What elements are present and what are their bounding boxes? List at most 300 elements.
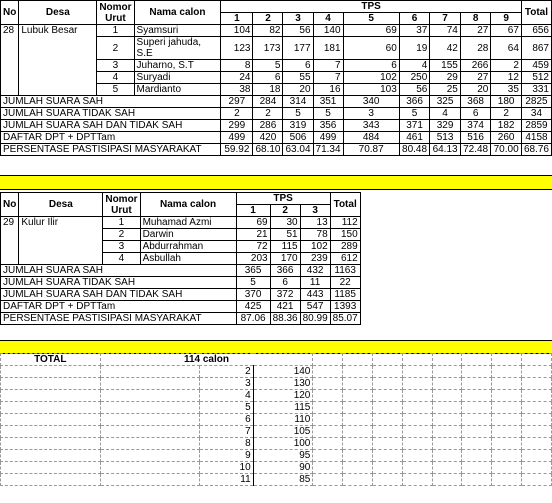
empty-cell (313, 378, 343, 390)
candidate-row (1, 217, 361, 229)
vote-count: 35 (491, 84, 522, 96)
empty-cell (100, 426, 199, 438)
summary-total: 4158 (521, 132, 551, 144)
empty-cell (492, 414, 522, 426)
header-nama-calon: Nama calon (134, 1, 221, 25)
empty-cell (432, 426, 462, 438)
empty-cell (100, 462, 199, 474)
candidate-number: 2 (97, 37, 134, 60)
totals-row (1, 414, 552, 426)
vote-count: 55 (283, 72, 313, 84)
empty-cell (313, 402, 343, 414)
summary-value: 5 (283, 108, 313, 120)
summary-value: 70.00 (491, 144, 522, 156)
vote-count: 170 (270, 253, 300, 265)
empty-cell (343, 462, 373, 474)
empty-cell (1, 414, 101, 426)
header-tps-col: 2 (270, 205, 300, 217)
vote-count: 155 (430, 60, 461, 72)
summary-row (1, 301, 361, 313)
summary-value: 314 (283, 96, 313, 108)
candidate-name: Abdurrahman (140, 241, 236, 253)
summary-label: DAFTAR DPT + DPTTam (1, 301, 237, 313)
totals-value: 105 (253, 426, 313, 438)
candidate-total: 867 (521, 37, 551, 60)
totals-rank: 5 (199, 402, 253, 414)
totals-value: 130 (253, 378, 313, 390)
village-name: Lubuk Besar (19, 25, 97, 96)
vote-count: 6 (343, 60, 399, 72)
candidate-number: 3 (103, 241, 140, 253)
totals-label: TOTAL (1, 354, 101, 366)
empty-cell (492, 450, 522, 462)
empty-cell (343, 450, 373, 462)
candidate-row (1, 25, 552, 37)
empty-cell (100, 402, 199, 414)
header-tps-col: 2 (253, 13, 283, 25)
table-lubuk-besar (0, 0, 552, 156)
summary-label: JUMLAH SUARA TIDAK SAH (1, 277, 237, 289)
totals-header-row (1, 354, 552, 366)
candidate-number: 5 (97, 84, 134, 96)
empty-cell (1, 426, 101, 438)
summary-value: 5 (399, 108, 430, 120)
summary-value: 366 (270, 265, 300, 277)
empty-cell (522, 462, 552, 474)
empty-cell (402, 438, 432, 450)
summary-label: JUMLAH SUARA TIDAK SAH (1, 108, 221, 120)
empty-cell (1, 438, 101, 450)
vote-count: 7 (313, 72, 343, 84)
summary-total: 2825 (521, 96, 551, 108)
candidate-number: 4 (97, 72, 134, 84)
summary-label: JUMLAH SUARA SAH (1, 265, 237, 277)
vote-count: 38 (221, 84, 253, 96)
empty-cell (462, 474, 492, 486)
totals-value: 110 (253, 414, 313, 426)
totals-value: 90 (253, 462, 313, 474)
summary-value: 299 (221, 120, 253, 132)
candidate-total: 331 (521, 84, 551, 96)
header-tps-col: 5 (343, 13, 399, 25)
empty-cell (100, 450, 199, 462)
candidate-total: 112 (330, 217, 360, 229)
candidate-name: Darwin (140, 229, 236, 241)
empty-cell (343, 378, 373, 390)
summary-value: 516 (460, 132, 491, 144)
vote-count: 42 (430, 37, 461, 60)
header-nomor-urut: Nomor Urut (103, 193, 140, 217)
totals-rank: 7 (199, 426, 253, 438)
empty-cell (462, 366, 492, 378)
header-nomor-urut: Nomor Urut (97, 1, 134, 25)
empty-cell (522, 438, 552, 450)
empty-cell (343, 426, 373, 438)
vote-count: 24 (221, 72, 253, 84)
summary-row (1, 144, 552, 156)
summary-value: 371 (399, 120, 430, 132)
empty-cell (522, 378, 552, 390)
vote-count: 8 (221, 60, 253, 72)
empty-cell (522, 402, 552, 414)
header-tps-col: 6 (399, 13, 430, 25)
summary-value: 547 (300, 301, 330, 313)
header-row (1, 193, 361, 205)
summary-value: 3 (343, 108, 399, 120)
summary-row (1, 289, 361, 301)
header-desa: Desa (19, 193, 103, 217)
village-name: Kulur Ilir (19, 217, 103, 265)
empty-cell (373, 366, 403, 378)
empty-cell (343, 366, 373, 378)
summary-label: PERSENTASE PASTISIPASI MASYARAKAT (1, 144, 221, 156)
empty-cell (1, 462, 101, 474)
vote-count: 29 (430, 72, 461, 84)
vote-count: 123 (221, 37, 253, 60)
empty-cell (462, 378, 492, 390)
empty-cell (313, 438, 343, 450)
summary-total: 68.76 (521, 144, 551, 156)
empty-cell (313, 390, 343, 402)
summary-value: 71.34 (313, 144, 343, 156)
summary-value: 5 (313, 108, 343, 120)
summary-value: 4 (430, 108, 461, 120)
summary-value: 63.04 (283, 144, 313, 156)
empty-cell (343, 390, 373, 402)
summary-total: 22 (330, 277, 360, 289)
empty-cell (492, 354, 522, 366)
empty-cell (432, 438, 462, 450)
summary-total: 1163 (330, 265, 360, 277)
summary-row (1, 96, 552, 108)
totals-row (1, 438, 552, 450)
summary-value: 2 (253, 108, 283, 120)
summary-value: 513 (430, 132, 461, 144)
header-tps-col: 7 (430, 13, 461, 25)
summary-row (1, 277, 361, 289)
vote-count: 27 (460, 25, 491, 37)
empty-cell (373, 426, 403, 438)
empty-cell (100, 390, 199, 402)
empty-cell (492, 474, 522, 486)
separator-bar (0, 175, 552, 190)
empty-cell (100, 414, 199, 426)
summary-total: 1393 (330, 301, 360, 313)
summary-value: 80.48 (399, 144, 430, 156)
vote-count: 56 (283, 25, 313, 37)
empty-cell (402, 366, 432, 378)
empty-cell (432, 462, 462, 474)
candidate-total: 512 (521, 72, 551, 84)
summary-value: 6 (270, 277, 300, 289)
empty-cell (100, 378, 199, 390)
totals-rank: 6 (199, 414, 253, 426)
summary-value: 2 (221, 108, 253, 120)
empty-cell (432, 402, 462, 414)
summary-label: DAFTAR DPT + DPTTam (1, 132, 221, 144)
vote-count: 173 (253, 37, 283, 60)
vote-count: 239 (300, 253, 330, 265)
vote-count: 16 (313, 84, 343, 96)
empty-cell (402, 462, 432, 474)
empty-cell (522, 354, 552, 366)
header-total: Total (521, 1, 551, 25)
header-row (1, 1, 552, 13)
summary-value: 499 (313, 132, 343, 144)
summary-value: 286 (253, 120, 283, 132)
summary-row (1, 132, 552, 144)
empty-cell (432, 366, 462, 378)
empty-cell (432, 354, 462, 366)
empty-cell (432, 414, 462, 426)
empty-cell (522, 366, 552, 378)
empty-cell (402, 414, 432, 426)
totals-value: 120 (253, 390, 313, 402)
vote-count: 102 (343, 72, 399, 84)
header-tps: TPS (236, 193, 330, 205)
vote-count: 5 (253, 60, 283, 72)
candidate-total: 150 (330, 229, 360, 241)
empty-cell (462, 414, 492, 426)
village-no: 29 (1, 217, 19, 265)
summary-value: 297 (221, 96, 253, 108)
empty-cell (402, 354, 432, 366)
totals-grid (0, 353, 552, 486)
empty-cell (492, 390, 522, 402)
totals-rank: 2 (199, 366, 253, 378)
header-tps-col: 1 (236, 205, 270, 217)
summary-value: 325 (430, 96, 461, 108)
summary-value: 88.36 (270, 313, 300, 325)
summary-value: 484 (343, 132, 399, 144)
totals-rank: 8 (199, 438, 253, 450)
vote-count: 74 (430, 25, 461, 37)
summary-value: 2 (491, 108, 522, 120)
header-tps-col: 3 (283, 13, 313, 25)
vote-count: 115 (270, 241, 300, 253)
empty-cell (402, 450, 432, 462)
summary-value: 499 (221, 132, 253, 144)
header-nama-calon: Nama calon (140, 193, 236, 217)
empty-cell (462, 462, 492, 474)
vote-count: 69 (236, 217, 270, 229)
totals-rank: 10 (199, 462, 253, 474)
empty-cell (462, 390, 492, 402)
summary-label: JUMLAH SUARA SAH (1, 96, 221, 108)
summary-row (1, 313, 361, 325)
header-no: No (1, 1, 19, 25)
empty-cell (1, 390, 101, 402)
empty-cell (373, 438, 403, 450)
summary-value: 421 (270, 301, 300, 313)
candidate-number: 3 (97, 60, 134, 72)
empty-cell (343, 414, 373, 426)
vote-count: 28 (460, 37, 491, 60)
summary-total: 1185 (330, 289, 360, 301)
empty-cell (492, 426, 522, 438)
summary-value: 340 (343, 96, 399, 108)
vote-count: 6 (283, 60, 313, 72)
empty-cell (462, 438, 492, 450)
empty-cell (432, 390, 462, 402)
totals-row (1, 366, 552, 378)
separator-bar (0, 340, 552, 354)
header-tps-col: 1 (221, 13, 253, 25)
empty-cell (402, 474, 432, 486)
empty-cell (313, 450, 343, 462)
totals-value: 85 (253, 474, 313, 486)
summary-total: 2859 (521, 120, 551, 132)
empty-cell (1, 366, 101, 378)
header-tps-col: 3 (300, 205, 330, 217)
summary-value: 366 (399, 96, 430, 108)
empty-cell (522, 450, 552, 462)
candidate-number: 1 (97, 25, 134, 37)
summary-value: 64.13 (430, 144, 461, 156)
empty-cell (522, 414, 552, 426)
summary-value: 461 (399, 132, 430, 144)
totals-row (1, 390, 552, 402)
empty-cell (492, 462, 522, 474)
empty-cell (373, 402, 403, 414)
vote-count: 64 (491, 37, 522, 60)
summary-value: 506 (283, 132, 313, 144)
totals-rank: 11 (199, 474, 253, 486)
empty-cell (373, 354, 403, 366)
totals-rank: 4 (199, 390, 253, 402)
vote-count: 60 (343, 37, 399, 60)
vote-count: 203 (236, 253, 270, 265)
empty-cell (343, 354, 373, 366)
empty-cell (402, 426, 432, 438)
totals-row (1, 378, 552, 390)
vote-count: 177 (283, 37, 313, 60)
empty-cell (522, 474, 552, 486)
vote-count: 266 (460, 60, 491, 72)
empty-cell (313, 414, 343, 426)
empty-cell (313, 426, 343, 438)
empty-cell (432, 474, 462, 486)
empty-cell (432, 378, 462, 390)
vote-count: 78 (300, 229, 330, 241)
header-no: No (1, 193, 19, 217)
candidate-name: Mardianto (134, 84, 221, 96)
vote-count: 67 (491, 25, 522, 37)
summary-value: 343 (343, 120, 399, 132)
summary-value: 5 (236, 277, 270, 289)
vote-count: 2 (491, 60, 522, 72)
empty-cell (522, 390, 552, 402)
candidate-total: 289 (330, 241, 360, 253)
header-tps-col: 4 (313, 13, 343, 25)
totals-row (1, 450, 552, 462)
summary-value: 425 (236, 301, 270, 313)
candidate-number: 2 (103, 229, 140, 241)
summary-value: 370 (236, 289, 270, 301)
summary-value: 284 (253, 96, 283, 108)
table-kulur-ilir (0, 192, 361, 325)
empty-cell (1, 450, 101, 462)
summary-label: PERSENTASE PASTISIPASI MASYARAKAT (1, 313, 237, 325)
empty-cell (462, 450, 492, 462)
summary-value: 182 (491, 120, 522, 132)
summary-value: 365 (236, 265, 270, 277)
summary-value: 72.48 (460, 144, 491, 156)
header-tps: TPS (221, 1, 522, 13)
empty-cell (373, 390, 403, 402)
summary-value: 11 (300, 277, 330, 289)
vote-count: 20 (460, 84, 491, 96)
header-desa: Desa (19, 1, 97, 25)
totals-rank: 3 (199, 378, 253, 390)
vote-count: 104 (221, 25, 253, 37)
summary-label: JUMLAH SUARA SAH DAN TIDAK SAH (1, 120, 221, 132)
empty-cell (462, 426, 492, 438)
summary-total: 85.07 (330, 313, 360, 325)
summary-value: 180 (491, 96, 522, 108)
vote-count: 103 (343, 84, 399, 96)
candidate-number: 4 (103, 253, 140, 265)
empty-cell (100, 438, 199, 450)
totals-calon: 114 calon (100, 354, 313, 366)
empty-cell (373, 378, 403, 390)
summary-value: 351 (313, 96, 343, 108)
empty-cell (343, 438, 373, 450)
village-no: 28 (1, 25, 19, 96)
empty-cell (343, 402, 373, 414)
totals-value: 115 (253, 402, 313, 414)
empty-cell (462, 354, 492, 366)
candidate-name: Muhamad Azmi (140, 217, 236, 229)
summary-value: 68.10 (253, 144, 283, 156)
vote-count: 27 (460, 72, 491, 84)
empty-cell (100, 366, 199, 378)
empty-cell (343, 474, 373, 486)
summary-total: 34 (521, 108, 551, 120)
totals-value: 100 (253, 438, 313, 450)
empty-cell (492, 366, 522, 378)
totals-row (1, 462, 552, 474)
empty-cell (1, 402, 101, 414)
empty-cell (522, 426, 552, 438)
empty-cell (373, 414, 403, 426)
candidate-name: Juharno, S.T (134, 60, 221, 72)
empty-cell (402, 378, 432, 390)
empty-cell (373, 474, 403, 486)
empty-cell (313, 462, 343, 474)
summary-value: 443 (300, 289, 330, 301)
summary-value: 374 (460, 120, 491, 132)
vote-count: 18 (253, 84, 283, 96)
summary-value: 260 (491, 132, 522, 144)
candidate-name: Syamsuri (134, 25, 221, 37)
totals-rank: 9 (199, 450, 253, 462)
summary-row (1, 120, 552, 132)
empty-cell (402, 402, 432, 414)
empty-cell (492, 378, 522, 390)
vote-count: 7 (313, 60, 343, 72)
header-tps-col: 8 (460, 13, 491, 25)
empty-cell (313, 354, 343, 366)
summary-row (1, 265, 361, 277)
vote-count: 250 (399, 72, 430, 84)
empty-cell (462, 402, 492, 414)
vote-count: 21 (236, 229, 270, 241)
empty-cell (492, 402, 522, 414)
vote-count: 181 (313, 37, 343, 60)
empty-cell (313, 474, 343, 486)
candidate-name: Asbullah (140, 253, 236, 265)
